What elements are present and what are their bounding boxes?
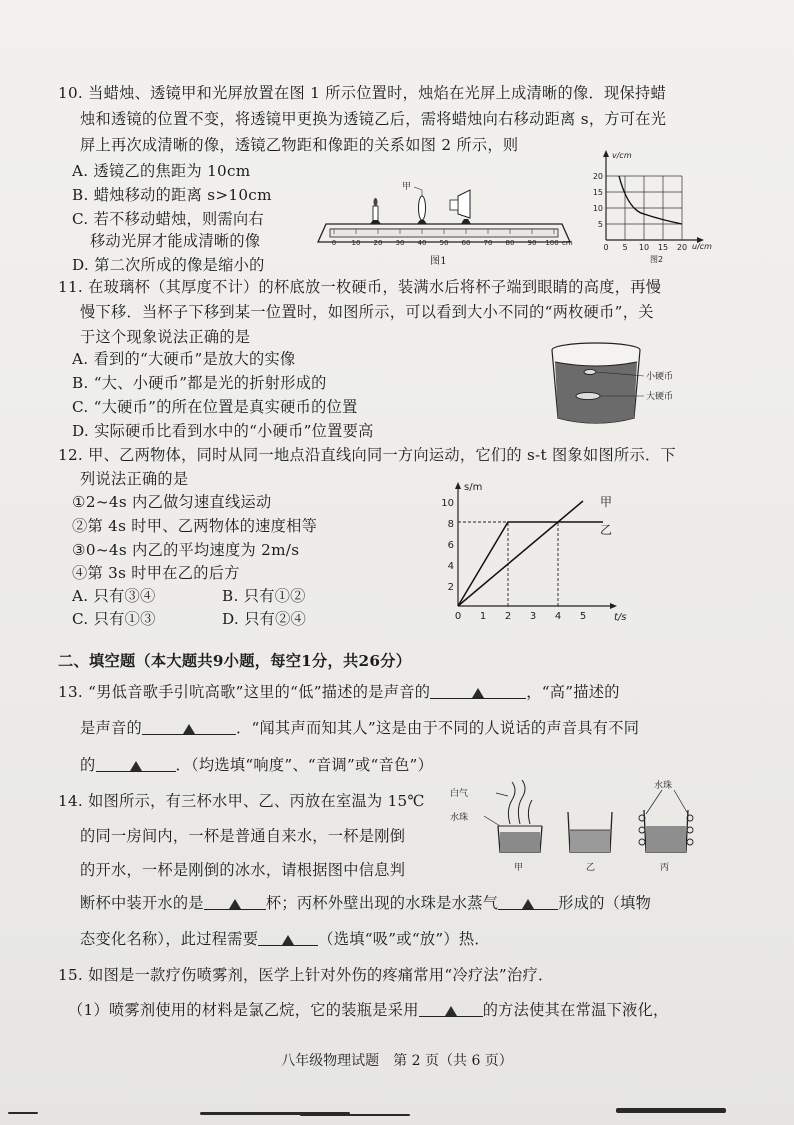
lens-label: 甲 bbox=[402, 182, 412, 192]
q10-option-a: A. 透镜乙的焦距为 10cm bbox=[72, 162, 251, 180]
fig2-xlabel: u/cm bbox=[692, 242, 712, 251]
q14-line3: 的开水，一杯是刚倒的冰水，请根据图中信息判 bbox=[80, 861, 406, 879]
bench-tick-70: 70 bbox=[483, 239, 493, 247]
cup-jia-icon bbox=[484, 780, 542, 852]
q11-option-c: C. “大硬币”的所在位置是真实硬币的位置 bbox=[72, 398, 358, 416]
q12-statement-4: ④第 3s 时甲在乙的后方 bbox=[72, 564, 240, 582]
q14-line4 bbox=[80, 893, 651, 913]
q11-line2: 慢下移．当杯子下移到某一位置时，如图所示，可以看到大小不同的“两枚硬币”，关 bbox=[80, 303, 654, 321]
st-series-yi-line bbox=[458, 522, 603, 606]
q10-line2: 烛和透镜的位置不变，将透镜甲更换为透镜乙后，需将蜡烛向右移动距离 s，方可在光 bbox=[80, 110, 667, 128]
q15-line2-text-b: 的方法使其在常温下液化， bbox=[482, 1001, 669, 1019]
q14-line5-text-b: （选填“吸”或“放”）热． bbox=[318, 930, 490, 948]
bench-tick-50: 50 bbox=[439, 239, 449, 247]
q14-blank-3[interactable] bbox=[258, 929, 318, 946]
q12-statement-1: ①2~4s 内乙做匀速直线运动 bbox=[72, 493, 272, 511]
scan-mark-left bbox=[8, 1112, 38, 1114]
q12-st-graph bbox=[440, 478, 640, 628]
q10-line3: 屏上再次成清晰的像，透镜乙物距和像距的关系如图 2 所示，则 bbox=[80, 136, 519, 154]
big-coin-label: 大硬币 bbox=[646, 392, 674, 402]
fig2-caption: 图2 bbox=[650, 255, 664, 264]
bench-tick-60: 60 bbox=[461, 239, 471, 247]
q11-option-b: B. “大、小硬币”都是光的折射形成的 bbox=[72, 374, 327, 392]
q14-blank-1[interactable] bbox=[204, 893, 266, 910]
q14-line4-text-c: 形成的（填物 bbox=[558, 894, 652, 912]
st-series-jia-line bbox=[458, 501, 583, 606]
q15-line1: 15. 如图是一款疗伤喷雾剂，医学上针对外伤的疼痛常用“冷疗法”治疗． bbox=[58, 966, 554, 984]
q13-line1 bbox=[58, 682, 620, 702]
q10-option-d: D. 第二次所成的像是缩小的 bbox=[72, 256, 265, 274]
q13-line2-text-a: 是声音的 bbox=[80, 719, 142, 737]
q12-statement-2: ②第 4s 时甲、乙两物体的速度相等 bbox=[72, 517, 318, 535]
cup-bing-icon bbox=[639, 790, 693, 852]
q13-line3-text-b: ．（均选填“响度”、“音调”或“音色”） bbox=[175, 756, 434, 774]
st-series-jia-label: 甲 bbox=[600, 495, 613, 509]
fig2-xtick-0: 0 bbox=[603, 243, 609, 252]
q13-blank-2[interactable] bbox=[142, 718, 236, 735]
fig2-ytick-5: 5 bbox=[597, 220, 603, 229]
q15-line2 bbox=[68, 1000, 669, 1020]
st-xtick-5: 5 bbox=[579, 611, 587, 622]
cup-label-baiqi: 白气 bbox=[450, 789, 469, 799]
q12-option-d: D. 只有②④ bbox=[222, 610, 307, 628]
section2-title: 二、填空题（本大题共9小题，每空1分，共26分） bbox=[58, 652, 412, 670]
q15-line2-text-a: （1）喷雾剂使用的材料是氯乙烷，它的装瓶是采用 bbox=[68, 1001, 419, 1019]
st-ytick-8: 8 bbox=[447, 519, 454, 530]
page-footer: 八年级物理试题 第 2 页（共 6 页） bbox=[281, 1053, 513, 1069]
st-xtick-4: 4 bbox=[554, 611, 562, 622]
triangle-icon bbox=[282, 935, 294, 945]
q13-blank-3[interactable] bbox=[96, 755, 176, 772]
lens-icon bbox=[414, 187, 427, 224]
q10-option-c: C. 若不移动蜡烛，则需向右 bbox=[72, 210, 264, 228]
bench-tick-30: 30 bbox=[395, 239, 405, 247]
q12-option-c: C. 只有①③ bbox=[72, 610, 156, 628]
fig2-xtick-10: 10 bbox=[638, 243, 650, 252]
st-xlabel: t/s bbox=[614, 612, 627, 623]
q13-line3 bbox=[80, 755, 433, 775]
cup-label-shuizhu-right: 水珠 bbox=[654, 781, 673, 791]
q15-blank-1[interactable] bbox=[419, 1000, 483, 1017]
q13-line2-text-b: ．“闻其声而知其人”这是由于不同的人说话的声音具有不同 bbox=[235, 719, 640, 737]
q14-line5-text-a: 态变化名称），此过程需要 bbox=[80, 930, 259, 948]
st-ytick-2: 2 bbox=[447, 582, 454, 593]
cup-yi-icon bbox=[568, 812, 612, 852]
st-xtick-0: 0 bbox=[454, 611, 462, 622]
fig2-ytick-15: 15 bbox=[592, 188, 603, 197]
fig2-xtick-5: 5 bbox=[622, 243, 628, 252]
cup-label-shuizhu-left: 水珠 bbox=[450, 813, 469, 823]
st-ytick-6: 6 bbox=[447, 540, 454, 551]
q14-line4-text-b: 杯；丙杯外壁出现的水珠是水蒸气 bbox=[265, 894, 499, 912]
st-ytick-10: 10 bbox=[441, 498, 454, 509]
q13-line3-text-a: 的 bbox=[80, 756, 96, 774]
q13-line1-text-a: 13. “男低音歌手引吭高歌”这里的“低”描述的是声音的 bbox=[58, 683, 431, 701]
q10-figure1-optical-bench bbox=[312, 180, 574, 260]
q12-statement-3: ③0~4s 内乙的平均速度为 2m/s bbox=[72, 541, 300, 559]
q10-option-b: B. 蜡烛移动的距离 s>10cm bbox=[72, 186, 272, 204]
q11-figure-glass bbox=[544, 340, 704, 430]
q14-line4-text-a: 断杯中装开水的是 bbox=[80, 894, 204, 912]
big-coin-icon bbox=[576, 393, 600, 400]
bench-tick-0: 0 bbox=[331, 239, 337, 247]
bench-tick-80: 80 bbox=[505, 239, 515, 247]
cup-label-bing: 丙 bbox=[660, 863, 670, 873]
q11-line1: 11. 在玻璃杯（其厚度不计）的杯底放一枚硬币，装满水后将杯子端到眼睛的高度，再慢 bbox=[58, 278, 662, 296]
bench-tick-40: 40 bbox=[417, 239, 427, 247]
q11-line3: 于这个现象说法正确的是 bbox=[80, 328, 251, 346]
q10-line1: 10. 当蜡烛、透镜甲和光屏放置在图 1 所示位置时，烛焰在光屏上成清晰的像．现保持蜡 bbox=[58, 84, 666, 102]
st-xtick-2: 2 bbox=[504, 611, 512, 622]
q13-blank-1[interactable] bbox=[430, 682, 526, 699]
bench-tick-90: 90 bbox=[527, 239, 537, 247]
fig2-ytick-10: 10 bbox=[592, 204, 603, 213]
fig2-xtick-15: 15 bbox=[657, 243, 669, 252]
cup-label-yi: 乙 bbox=[586, 863, 596, 873]
bench-tick-100: 100 bbox=[545, 239, 559, 247]
q12-line2: 列说法正确的是 bbox=[80, 470, 189, 488]
bench-tick-10: 10 bbox=[351, 239, 361, 247]
q14-blank-2[interactable] bbox=[498, 893, 558, 910]
bench-unit: cm bbox=[562, 239, 573, 247]
triangle-icon bbox=[130, 761, 142, 771]
q12-option-a: A. 只有③④ bbox=[72, 587, 156, 605]
fig2-ylabel: v/cm bbox=[612, 151, 632, 160]
candle-icon bbox=[370, 198, 381, 224]
q14-line2: 的同一房间内，一杯是普通自来水，一杯是刚倒 bbox=[80, 827, 406, 845]
bench-tick-20: 20 bbox=[373, 239, 383, 247]
q10-figure1-caption: 图1 bbox=[430, 256, 447, 267]
q14-line5 bbox=[80, 929, 490, 949]
small-coin-icon bbox=[584, 370, 596, 375]
q13-line2 bbox=[80, 718, 639, 738]
st-series-yi-label: 乙 bbox=[600, 523, 613, 537]
small-coin-label: 小硬币 bbox=[646, 372, 674, 382]
triangle-icon bbox=[522, 899, 534, 909]
st-xtick-1: 1 bbox=[479, 611, 487, 622]
screen-icon bbox=[450, 190, 471, 224]
q14-figure-three-cups bbox=[448, 780, 728, 876]
triangle-icon bbox=[445, 1006, 457, 1016]
q10-option-c-cont: 移动光屏才能成清晰的像 bbox=[90, 232, 261, 250]
st-ylabel: s/m bbox=[464, 482, 483, 493]
fig2-ytick-20: 20 bbox=[592, 172, 603, 181]
q14-line1: 14. 如图所示，有三杯水甲、乙、丙放在室温为 15℃ bbox=[58, 792, 425, 810]
cup-label-jia: 甲 bbox=[514, 863, 524, 873]
q12-option-b: B. 只有①② bbox=[222, 587, 306, 605]
st-xtick-3: 3 bbox=[529, 611, 537, 622]
fig2-xtick-20: 20 bbox=[676, 243, 688, 252]
q11-option-a: A. 看到的“大硬币”是放大的实像 bbox=[72, 350, 296, 368]
triangle-icon bbox=[472, 688, 484, 698]
triangle-icon bbox=[229, 899, 241, 909]
st-ytick-4: 4 bbox=[447, 561, 454, 572]
scan-mark-right bbox=[616, 1108, 726, 1113]
triangle-icon bbox=[183, 724, 195, 734]
q12-line1: 12. 甲、乙两物体，同时从同一地点沿直线向同一方向运动，它们的 s-t 图象如图所示．下 bbox=[58, 446, 676, 464]
q11-option-d: D. 实际硬币比看到水中的“小硬币”位置要高 bbox=[72, 422, 374, 440]
q13-line1-text-b: ，“高”描述的 bbox=[526, 683, 620, 701]
scan-mark-center bbox=[300, 1114, 410, 1116]
q10-figure2-graph bbox=[592, 148, 724, 266]
